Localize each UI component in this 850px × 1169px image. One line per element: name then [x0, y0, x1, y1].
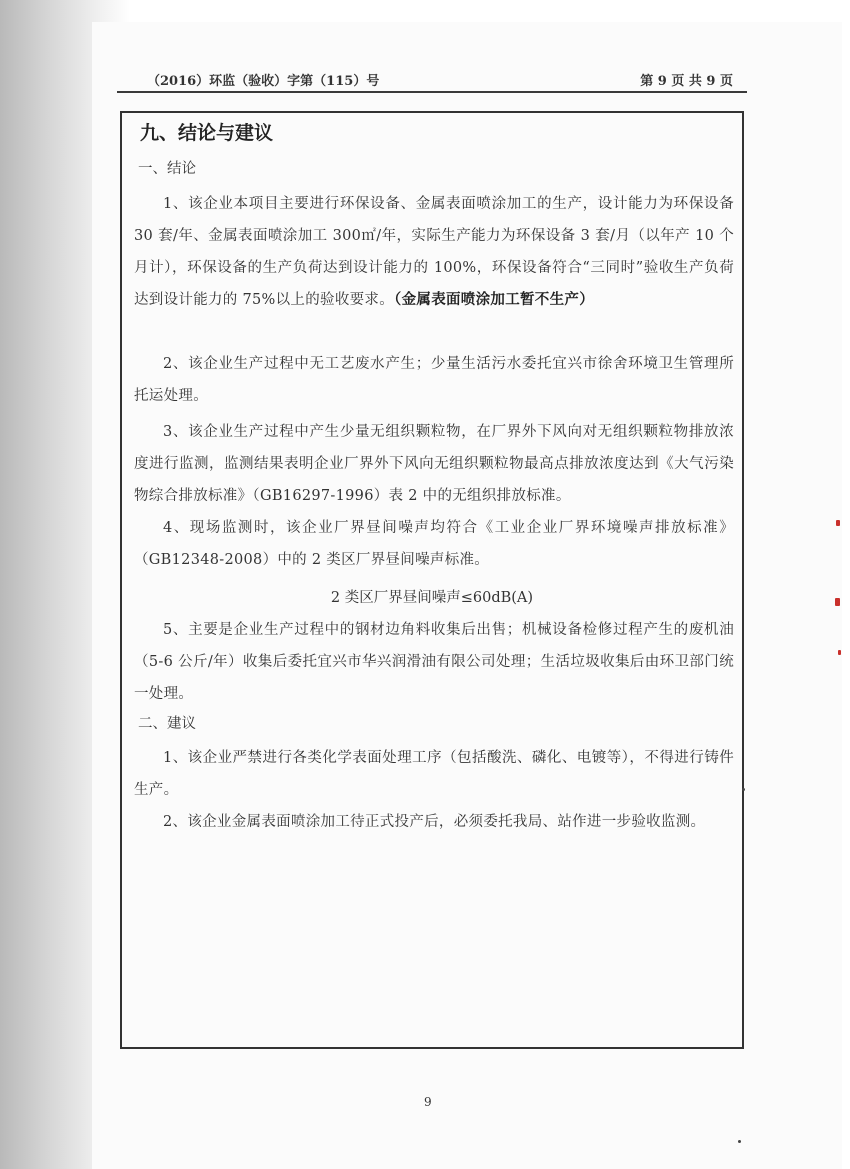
scan-speck — [835, 598, 840, 606]
conclusion-item-4: 4、现场监测时，该企业厂界昼间噪声均符合《工业企业厂界环境噪声排放标准》（GB12348-2008）中的 2 类区厂界昼间噪声标准。 — [134, 520, 734, 568]
conclusion-item-1 — [134, 188, 734, 316]
conclusion-item-2: 2、该企业生产过程中无工艺废水产生；少量生活污水委托宜兴市徐舍环境卫生管理所托运处理。 — [134, 356, 734, 404]
scan-speck — [738, 1140, 741, 1143]
scan-speck — [836, 520, 840, 526]
conclusion-item-1-text: 1、该企业本项目主要进行环保设备、金属表面喷涂加工的生产，设计能力为环保设备 30 套/年、金属表面喷涂加工 300㎡/年，实际生产能力为环保设备 3 套/月（以年产 10 个月计），环保设备的生产负荷达到设计能力的 100%，环保设备符合“三同时”验收生产负荷达到设计能力的 75%以上的验收要求。 — [134, 196, 734, 308]
noise-standard: 2 类区厂界昼间噪声≤60dB(A) — [330, 590, 534, 606]
suggestion-heading: 二、建议 — [138, 716, 196, 732]
document-number: （2016）环监（验收）字第（115）号 — [147, 74, 380, 89]
conclusion-item-5: 5、主要是企业生产过程中的钢材边角料收集后出售；机械设备检修过程产生的废机油（5-6 公斤/年）收集后委托宜兴市华兴润滑油有限公司处理；生活垃圾收集后由环卫部门统一处理。 — [134, 622, 734, 702]
conclusion-item-1-note: （金属表面喷涂加工暂不生产） — [394, 291, 594, 308]
section-title: 九、结论与建议 — [140, 122, 274, 144]
suggestion-item-2: 2、该企业金属表面喷涂加工待正式投产后，必须委托我局、站作进一步验收监测。 — [163, 814, 706, 830]
suggestion-item-1: 1、该企业严禁进行各类化学表面处理工序（包括酸洗、磷化、电镀等），不得进行铸件生产。 — [134, 750, 734, 798]
scan-speck — [838, 650, 841, 655]
page-number: 9 — [424, 1095, 432, 1109]
scan-speck — [742, 788, 745, 791]
conclusion-item-3: 3、该企业生产过程中产生少量无组织颗粒物，在厂界外下风向对无组织颗粒物排放浓度进行监测，监测结果表明企业厂界外下风向无组织颗粒物最高点排放浓度达到《大气污染物综合排放标准》（GB16297-1996）表 2 中的无组织排放标准。 — [134, 424, 734, 504]
page-header — [117, 66, 747, 92]
conclusion-heading: 一、结论 — [138, 161, 196, 177]
header-rule — [117, 91, 747, 93]
page-info: 第 9 页 共 9 页 — [640, 74, 733, 89]
